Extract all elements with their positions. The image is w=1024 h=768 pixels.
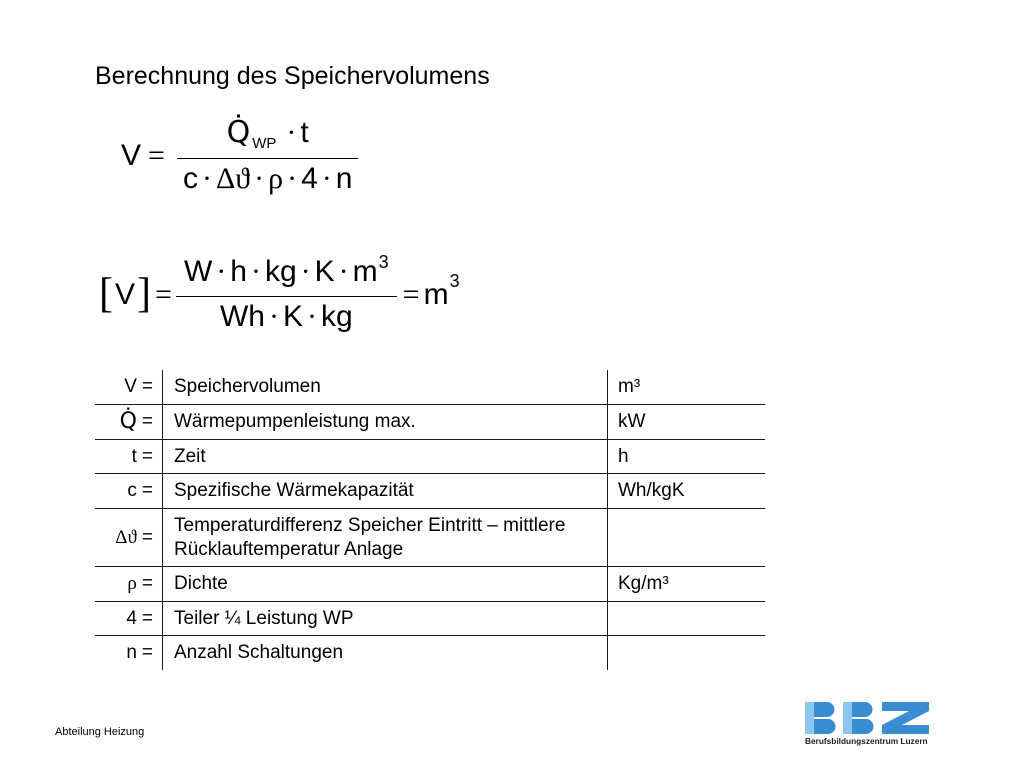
symbol-cell bbox=[95, 440, 163, 473]
formula-denominator bbox=[176, 296, 397, 333]
formula-equals-sign: = bbox=[148, 138, 165, 172]
logo-b1-upper-lobe bbox=[814, 702, 835, 717]
symbol: Q̇ bbox=[119, 409, 137, 434]
logo-b1-lower-lobe bbox=[814, 719, 836, 734]
logo-letter-b-first bbox=[805, 702, 836, 734]
equals-sign: = bbox=[141, 607, 153, 629]
temperature-difference-symbol: Δϑ bbox=[215, 161, 251, 195]
density-symbol: ρ bbox=[268, 161, 284, 195]
description-cell: Dichte bbox=[163, 567, 608, 601]
symbol-cell bbox=[95, 567, 163, 601]
formula-denominator bbox=[177, 158, 359, 195]
table-row bbox=[95, 440, 765, 474]
unit-token: Wh bbox=[219, 300, 265, 333]
unit-cell: Wh/kgK bbox=[618, 480, 685, 501]
exponent: 3 bbox=[378, 252, 389, 272]
logo-b1-stem bbox=[805, 702, 814, 734]
logo-letter-z bbox=[882, 702, 929, 734]
table-row bbox=[95, 636, 765, 670]
result-unit: m bbox=[423, 277, 449, 311]
bracket-open: [ bbox=[99, 270, 113, 317]
formula-fraction bbox=[177, 116, 359, 195]
multiplication-dot: · bbox=[250, 255, 261, 288]
symbol-cell bbox=[95, 509, 163, 566]
divisor-four: 4 bbox=[301, 161, 318, 195]
multiplication-dot: · bbox=[338, 255, 349, 288]
unit-token: K bbox=[314, 255, 335, 288]
logo-b2-upper-lobe bbox=[852, 702, 873, 717]
unit-cell bbox=[608, 509, 765, 566]
description-cell: Anzahl Schaltungen bbox=[163, 636, 608, 670]
symbol-cell bbox=[95, 474, 163, 508]
unit-token: K bbox=[282, 300, 303, 333]
symbol: t bbox=[131, 445, 137, 467]
equals-sign: = bbox=[141, 642, 153, 663]
bracket-close: ] bbox=[137, 270, 152, 317]
logo-b2-lower-lobe bbox=[852, 719, 874, 734]
unit-cell: h bbox=[618, 445, 629, 467]
description-cell: Zeit bbox=[163, 440, 608, 473]
multiplication-dot: · bbox=[268, 300, 279, 333]
unit-check-formula bbox=[99, 249, 460, 339]
multiplication-dot: · bbox=[201, 161, 212, 195]
logo-caption: Berufsbildungszentrum Luzern bbox=[805, 736, 928, 746]
multiplication-dot: · bbox=[216, 255, 227, 288]
multiplication-dot: · bbox=[286, 115, 297, 149]
description-cell: Spezifische Wärmekapazität bbox=[163, 474, 608, 508]
equals-sign: = bbox=[141, 376, 153, 397]
table-row bbox=[95, 509, 765, 567]
equals-sign: = bbox=[141, 526, 153, 548]
slide-title: Berechnung des Speichervolumens bbox=[95, 62, 490, 90]
bbz-luzern-logo bbox=[805, 700, 930, 736]
formula-numerator bbox=[177, 116, 359, 158]
symbol-cell bbox=[95, 602, 163, 635]
table-row bbox=[95, 405, 765, 440]
table-row bbox=[95, 370, 765, 405]
unit-token: kg bbox=[320, 300, 353, 333]
symbol: 4 bbox=[126, 607, 137, 629]
result-equals-sign: = bbox=[402, 277, 420, 311]
table-row bbox=[95, 474, 765, 509]
description-cell: Speichervolumen bbox=[163, 370, 608, 404]
formula-numerator bbox=[176, 252, 397, 296]
formula-fraction bbox=[176, 252, 397, 333]
unit-cell: kW bbox=[618, 411, 646, 432]
result-exponent: 3 bbox=[449, 270, 460, 291]
formula-lhs-volume: V bbox=[115, 277, 136, 311]
formula-equals-sign: = bbox=[155, 277, 172, 311]
specific-heat-symbol: c bbox=[182, 161, 198, 195]
unit-cell: Kg/m³ bbox=[618, 573, 669, 594]
multiplication-dot: · bbox=[254, 161, 265, 195]
table-row bbox=[95, 602, 765, 636]
storage-volume-formula bbox=[121, 110, 358, 200]
unit-cell: m³ bbox=[618, 376, 641, 397]
unit-cell bbox=[608, 602, 765, 635]
symbol: c bbox=[127, 480, 137, 501]
symbol: V bbox=[124, 376, 137, 397]
table-row bbox=[95, 567, 765, 602]
equals-sign: = bbox=[141, 573, 153, 594]
symbol: ρ bbox=[127, 573, 137, 594]
multiplication-dot: · bbox=[300, 255, 311, 288]
unit-token: h bbox=[230, 255, 247, 288]
unit-token: m bbox=[352, 255, 378, 288]
symbol-legend-table bbox=[95, 370, 765, 670]
symbol: Δϑ bbox=[115, 526, 137, 548]
time-symbol: t bbox=[300, 115, 309, 149]
multiplication-dot: · bbox=[321, 161, 332, 195]
equals-sign: = bbox=[141, 411, 153, 432]
switching-count-symbol: n bbox=[335, 161, 353, 195]
symbol: n bbox=[126, 642, 137, 663]
symbol-cell bbox=[95, 370, 163, 404]
multiplication-dot: · bbox=[287, 161, 298, 195]
description-cell: Teiler ¼ Leistung WP bbox=[163, 602, 608, 635]
symbol-cell bbox=[95, 405, 163, 439]
unit-cell bbox=[608, 636, 765, 670]
footer-department: Abteilung Heizung bbox=[55, 726, 145, 738]
logo-b2-stem bbox=[843, 702, 852, 734]
formula-lhs-volume: V bbox=[121, 138, 142, 172]
subscript-wp: WP bbox=[252, 134, 277, 152]
heat-pump-output-symbol: Q̇ bbox=[226, 114, 251, 150]
multiplication-dot: · bbox=[306, 300, 317, 333]
equals-sign: = bbox=[141, 480, 153, 501]
description-cell: Temperaturdifferenz Speicher Eintritt – mittlere Rücklauftemperatur Anlage bbox=[163, 509, 608, 566]
logo-letter-b-second bbox=[843, 702, 874, 734]
equals-sign: = bbox=[141, 445, 153, 467]
symbol-cell bbox=[95, 636, 163, 670]
unit-token: kg bbox=[264, 255, 297, 288]
unit-token: W bbox=[183, 255, 213, 288]
description-cell: Wärmepumpenleistung max. bbox=[163, 405, 608, 439]
